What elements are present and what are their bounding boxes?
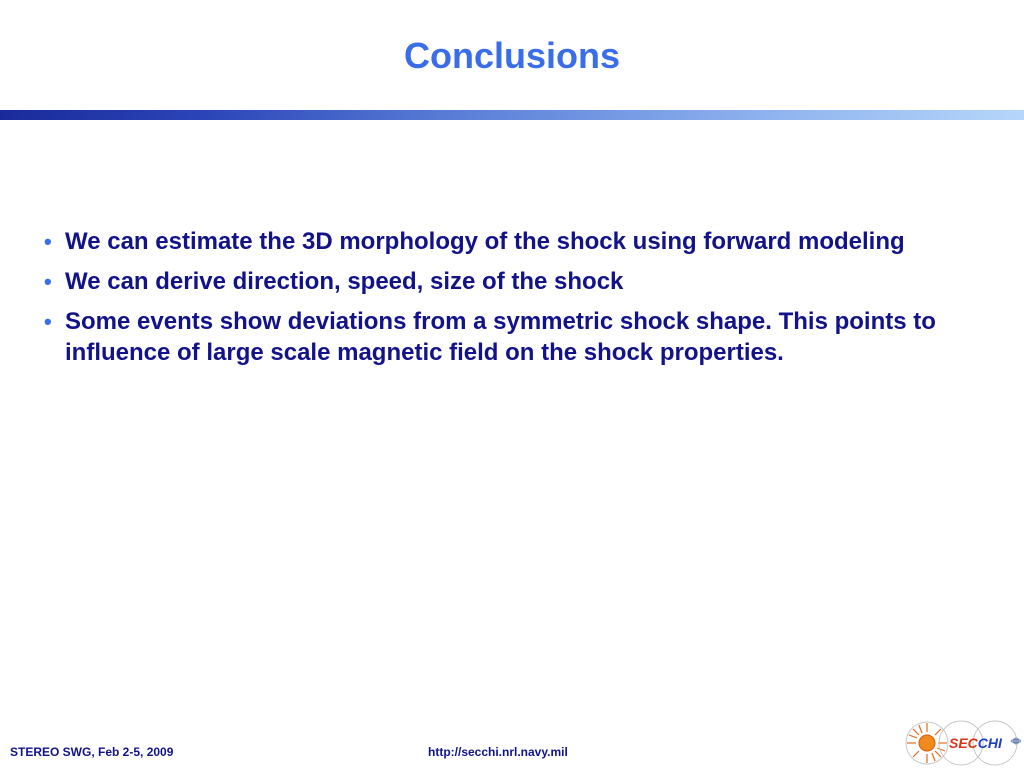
bullet-text: We can derive direction, speed, size of the shock xyxy=(65,268,624,295)
sun-icon xyxy=(906,722,948,764)
bullet-icon: • xyxy=(44,229,52,254)
secchi-logo-icon xyxy=(903,719,1021,767)
svg-text:SECCHI xyxy=(949,735,1003,751)
bullet-list xyxy=(42,226,992,377)
planet-icon xyxy=(1011,738,1021,745)
logo-text-red: SEC xyxy=(949,735,978,751)
bullet-text: We can estimate the 3D morphology of the shock using forward modeling xyxy=(65,228,905,255)
bullet-item xyxy=(42,266,992,297)
bullet-icon: • xyxy=(44,269,52,294)
title-underline-bar xyxy=(0,110,1024,120)
bullet-text: Some events show deviations from a symmetric shock shape. This points to influence of large scale magnetic field on the shock properties. xyxy=(65,308,936,366)
footer-meeting-label: STEREO SWG, Feb 2-5, 2009 xyxy=(10,745,174,759)
bullet-item xyxy=(42,226,992,257)
slide-title: Conclusions xyxy=(403,35,621,76)
footer-url[interactable]: http://secchi.nrl.navy.mil xyxy=(428,745,568,759)
bullet-icon: • xyxy=(44,309,52,334)
bullet-item xyxy=(42,306,992,368)
logo-text-blue: CHI xyxy=(977,735,1002,751)
